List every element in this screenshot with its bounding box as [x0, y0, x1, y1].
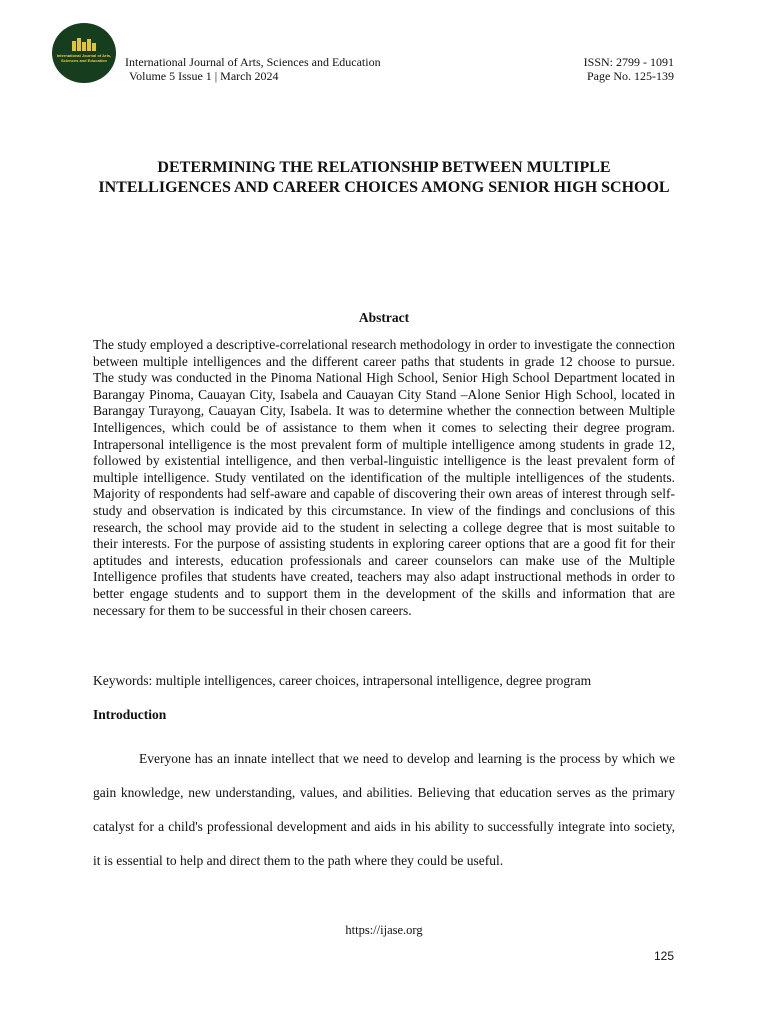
- journal-meta: [584, 55, 674, 83]
- logo-text: International Journal of Arts, Sciences and Education: [56, 53, 112, 63]
- abstract-heading: Abstract: [358, 310, 410, 325]
- journal-logo-icon: [52, 23, 116, 83]
- footer-url[interactable]: https://ijase.org: [345, 923, 423, 937]
- page-range: Page No. 125-139: [587, 69, 674, 83]
- abstract-text: The study employed a descriptive-correlational research methodology in order to investigate the connection between multiple intelligences and the different career paths that students in grade 12 choose to pursue. The study was conducted in the Pinoma National High School, Senior High School Department located in Barangay Pinoma, Cauayan City, Isabela and Cauayan City Stand –Alone Senior High School, located in Barangay Turayong, Cauayan City, Isabela. It was to determine whether the connection between Multiple Intelligences, which could be of assistance to them when it comes to selecting their degree program. Intrapersonal intelligence is the most prevalent form of multiple intelligence among students in grade 12, followed by existential intelligence, and then verbal-linguistic intelligence is the least prevalent form of multiple intelligence. Study ventilated on the identification of the multiple intelligences of the students. Majority of respondents had self-aware and capable of discovering their own areas of interest through self-study and observation is indicated by this circumstance. In view of the findings and conclusions of this research, the school may provide aid to the student in selecting a college degree that is most suitable to their interests. For the purpose of assisting students in exploring career options that are a good fit for their aptitudes and interests, education professionals and career counselors can make use of the Multiple Intelligence profiles that students have created, teachers may also adapt instructional methods in order to better engage students and to support them in the development of the skills and information that are necessary for them to be successful in their chosen careers.: [93, 337, 675, 618]
- introduction-heading: Introduction: [93, 707, 167, 722]
- issn: ISSN: 2799 - 1091: [583, 55, 674, 69]
- books-icon: [72, 37, 96, 51]
- introduction-text: Everyone has an innate intellect that we need to develop and learning is the process by which we gain knowledge, new understanding, values, and abilities. Believing that education serves as the primary catalyst for a child's professional development and aids in his ability to successfully integrate into society, it is essential to help and direct them to the path where they could be useful.: [93, 751, 675, 868]
- volume-issue: Volume 5 Issue 1 | March 2024: [129, 69, 279, 83]
- page-number: 125: [653, 949, 674, 963]
- keywords: Keywords: multiple intelligences, career choices, intrapersonal intelligence, degree program: [93, 673, 592, 688]
- journal-header: [125, 55, 381, 83]
- paper-title: DETERMINING THE RELATIONSHIP BETWEEN MULTIPLE INTELLIGENCES AND CAREER CHOICES AMONG SENIOR HIGH SCHOOL: [98, 159, 670, 196]
- journal-name: International Journal of Arts, Sciences and Education: [125, 55, 381, 69]
